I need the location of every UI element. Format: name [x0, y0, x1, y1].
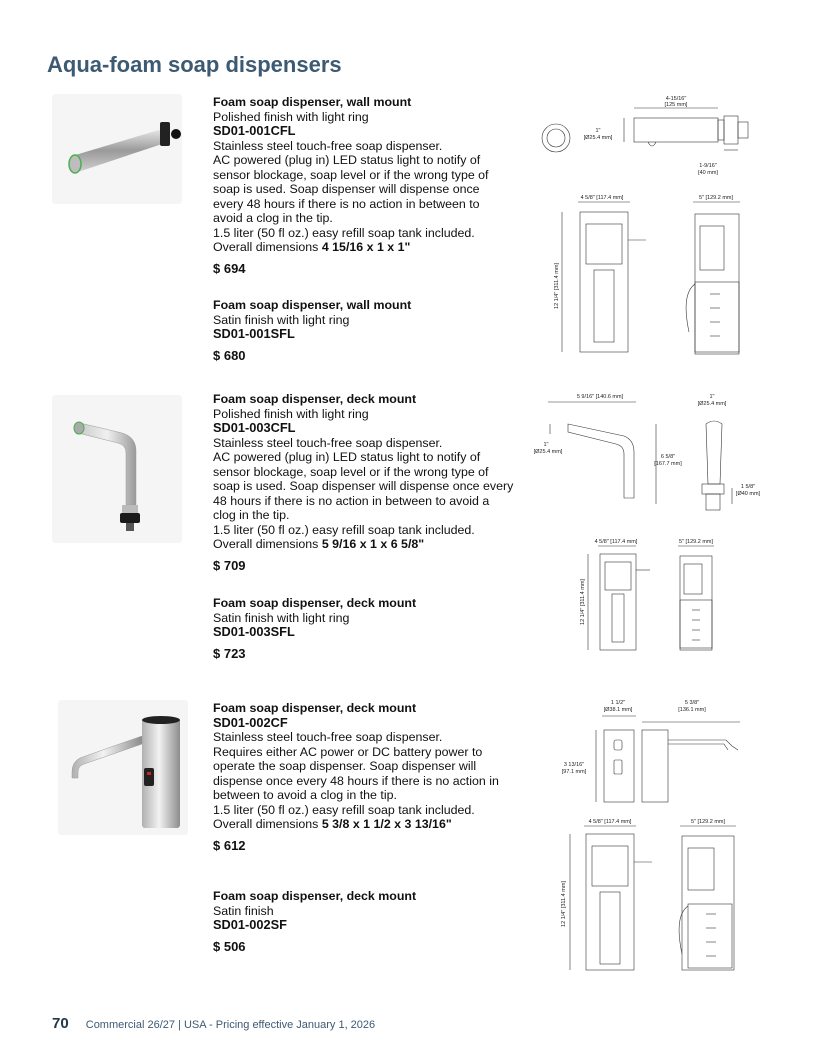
product-price: $ 694	[213, 260, 246, 276]
dim-height: 6 5/8"	[660, 454, 676, 460]
dim-base: 1 5/8"	[740, 484, 756, 490]
dim-width-front: 4 5/8" [117.4 mm]	[580, 195, 624, 201]
product-finish: Satin finish with light ring	[213, 312, 350, 327]
product-name: Foam soap dispenser, deck mount	[213, 596, 417, 610]
dim-width-front: 4 5/8" [117.4 mm]	[594, 539, 638, 545]
dimensions-label: Overall dimensions	[213, 240, 319, 254]
footer-text: Commercial 26/27 | USA - Pricing effective January 1, 2026	[85, 1019, 376, 1031]
product-finish: Polished finish with light ring	[213, 406, 369, 421]
dim-length-mm: [136.1 mm]	[678, 707, 706, 713]
dim-dia: 1"	[543, 442, 549, 448]
dim-dia-mm: [Ø25.4 mm]	[533, 449, 563, 455]
dim-top: 1"	[709, 394, 715, 400]
page-number: 70	[52, 1015, 69, 1032]
product-price: $ 680	[213, 347, 246, 363]
product-sku: SD01-003CFL	[213, 420, 296, 435]
product-description: Stainless steel touch-free soap dispenser. AC powered (plug in) LED status light to notify of sensor blockage, soap level or if the wrong type of soap is used. Soap dispenser will dispense once every 48 hours if there is no action in between to avoid a clog in the tip. 1.5 liter (50 fl oz.) easy refill soap tank included.	[213, 138, 489, 240]
product-name: Foam soap dispenser, deck mount	[213, 889, 417, 903]
product-name: Foam soap dispenser, deck mount	[213, 392, 417, 406]
dim-height: 3 13/16"	[563, 762, 585, 768]
page-title: Aqua-foam soap dispensers	[47, 52, 342, 77]
dim-height: 12 1/4" [311.4 mm]	[561, 881, 567, 927]
dimensions-value: 5 9/16 x 1 x 6 5/8"	[321, 537, 425, 551]
dim-width-side: 5" [129.2 mm]	[690, 819, 726, 825]
product-description: Stainless steel touch-free soap dispenser. Requires either AC power or DC battery power to operate the soap dispenser. Soap dispenser will dispense once every 48 hours if there is no action in between to avoid a clog in the tip. 1.5 liter (50 fl oz.) easy refill soap tank included.	[213, 730, 499, 817]
product-sd01-003sfl	[213, 596, 533, 661]
dim-height-mm: [97.1 mm]	[561, 769, 587, 775]
page-footer	[52, 1015, 375, 1032]
product-sku: SD01-001SFL	[213, 326, 295, 341]
wall-mount-tank-drawing	[550, 190, 750, 360]
product-description: Stainless steel touch-free soap dispenser. AC powered (plug in) LED status light to notify of sensor blockage, soap level or if the wrong type of soap is used. Soap dispenser will dispense once every 48 hours if there is no action in between to avoid a clog in the tip. 1.5 liter (50 fl oz.) easy refill soap tank included.	[213, 435, 514, 537]
dim-side: 1-9/16"	[699, 163, 717, 169]
dim-width-front: 4 5/8" [117.4 mm]	[588, 819, 632, 825]
sensor-dispenser-dimension-drawing	[556, 694, 756, 810]
product-price: $ 709	[213, 557, 246, 573]
sensor-dispenser-photo	[58, 700, 188, 835]
product-dimensions	[213, 240, 533, 255]
deck-mount-tank-drawing	[578, 534, 728, 656]
product-sd01-003cfl	[213, 392, 533, 573]
dim-side-mm: [40 mm]	[698, 170, 718, 176]
product-price: $ 723	[213, 645, 246, 661]
product-sd01-002sf	[213, 889, 533, 954]
product-sku: SD01-001CFL	[213, 123, 296, 138]
dimensions-label: Overall dimensions	[213, 817, 319, 831]
product-finish: Polished finish with light ring	[213, 109, 369, 124]
product-finish: Satin finish	[213, 903, 274, 918]
dim-width-mm: [Ø38.1 mm]	[603, 707, 633, 713]
dim-width: 1 1/2"	[610, 700, 626, 706]
dim-width-side: 5" [129.2 mm]	[698, 195, 734, 201]
sensor-dispenser-tank-drawing	[556, 814, 756, 974]
dim-dia: 1"	[595, 128, 601, 134]
dim-height-mm: [167.7 mm]	[654, 461, 682, 467]
dim-top-mm: [125 mm]	[664, 102, 688, 108]
dim-base-mm: [Ø40 mm]	[735, 491, 761, 497]
deck-mount-dispenser-photo	[52, 395, 182, 543]
product-price: $ 506	[213, 938, 246, 954]
product-sd01-001sfl	[213, 298, 533, 363]
product-name: Foam soap dispenser, wall mount	[213, 298, 412, 312]
product-finish: Satin finish with light ring	[213, 610, 350, 625]
dim-dia-mm: [Ø25.4 mm]	[583, 135, 613, 141]
dim-top: 4-15/16"	[665, 96, 687, 102]
deck-mount-dimension-drawing	[528, 388, 768, 528]
product-name: Foam soap dispenser, deck mount	[213, 701, 417, 715]
product-sd01-002cf	[213, 701, 533, 853]
dimensions-label: Overall dimensions	[213, 537, 319, 551]
dim-width-side: 5" [129.2 mm]	[678, 539, 714, 545]
dim-height: 12 1/4" [311.4 mm]	[580, 579, 586, 625]
product-dimensions	[213, 537, 533, 552]
product-price: $ 612	[213, 837, 246, 853]
product-sku: SD01-003SFL	[213, 624, 295, 639]
dim-height: 12 1/4" [311.4 mm]	[554, 263, 560, 309]
dim-length: 5 3/8"	[684, 700, 700, 706]
product-name: Foam soap dispenser, wall mount	[213, 95, 412, 109]
dimensions-value: 4 15/16 x 1 x 1"	[321, 240, 411, 254]
wall-mount-dispenser-photo	[52, 94, 182, 204]
wall-mount-dimension-drawing	[530, 92, 770, 184]
product-dimensions	[213, 817, 533, 832]
product-sku: SD01-002SF	[213, 917, 287, 932]
product-sku: SD01-002CF	[213, 714, 288, 730]
product-sd01-001cfl	[213, 95, 533, 276]
dimensions-value: 5 3/8 x 1 1/2 x 3 13/16"	[321, 817, 452, 831]
dim-top-mm: [Ø25.4 mm]	[697, 401, 727, 407]
dim-length: 5 9/16" [140.6 mm]	[576, 394, 624, 400]
